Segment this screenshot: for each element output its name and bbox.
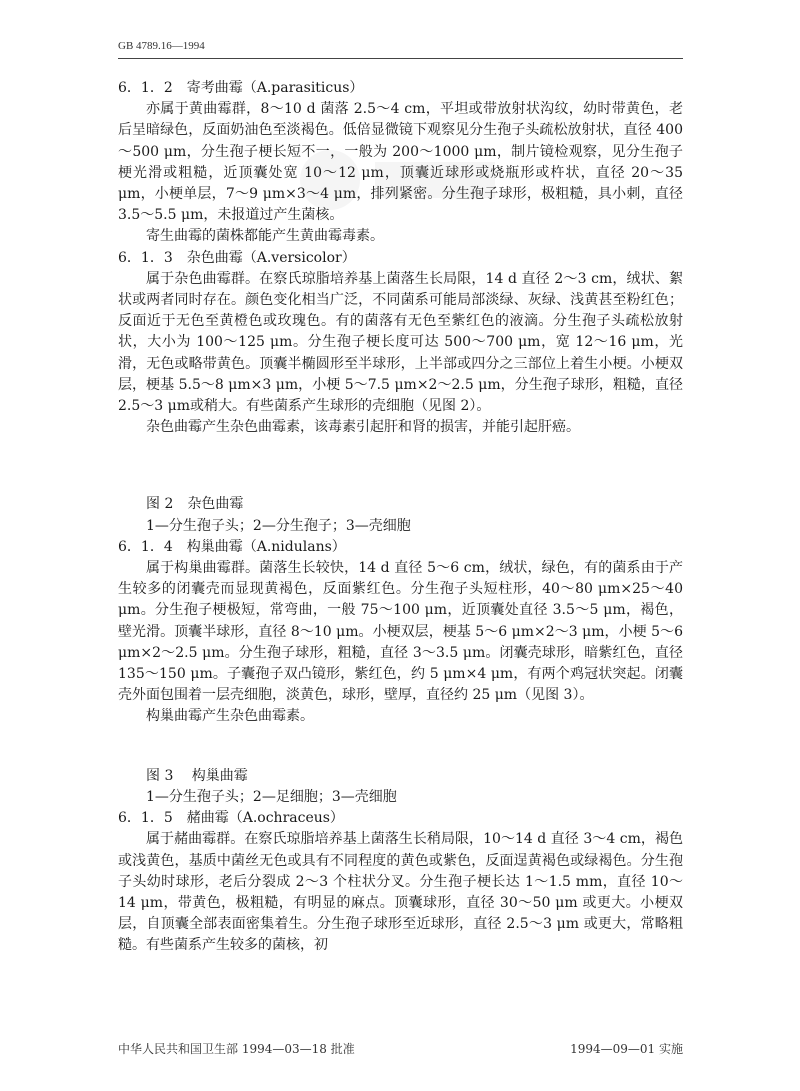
approval-date-footer: 中华人民共和国卫生部 1994—03—18 批准 xyxy=(118,1042,355,1056)
document-body xyxy=(118,78,683,957)
paragraph: 杂色曲霉产生杂色曲霉素，该毒素引起肝和肾的损害，并能引起肝癌。 xyxy=(146,419,580,436)
figure-3-caption: 图 3 构巢曲霉 xyxy=(146,767,248,784)
figure-3-space xyxy=(118,728,683,766)
header-rule xyxy=(118,58,683,59)
paragraph: 属于构巢曲霉群。菌落生长较快，14 d 直径 5～6 cm，绒状，绿色，有的菌系由于产生较多的闭囊壳而显现黄褐色，反面紫红色。分生孢子头短柱形，40～80 μm×25～40 μm。分生孢子梗极短，常弯曲，一般 75～100 μm，近顶囊处直径 3.5～5 μm，褐色，壁光滑。顶囊半球形，直径 8～10 μm。小梗双层，梗基 5～6 μm×2～3 μm，小梗 5～6 μm×2～2.5 μm。分生孢子球形，粗糙，直径 3～3.5 μm。闭囊壳球形，暗紫红色，直径 135～150 μm。子囊孢子双凸镜形，紫红色，约 5 μm×4 μm，有两个鸡冠状突起。闭囊壳外面包围着一层壳细胞，淡黄色，球形，壁厚，直径约 25 μm（见图 3）。 xyxy=(118,560,683,704)
paragraph: 亦属于黄曲霉群，8～10 d 菌落 2.5～4 cm，平坦或带放射状沟纹，幼时带黄色，老后呈暗绿色，反面奶油色至淡褐色。低倍显微镜下观察见分生孢子头疏松放射状，直径 400～500 μm，分生孢子梗长短不一，一般为 200～1000 μm，制片镜检观察，见分生孢子梗光滑或粗糙，近顶囊处宽 10～12 μm，顶囊近球形或烧瓶形或杵状，直径 20～35 μm，小梗单层，7～9 μm×3～4 μm，排列紧密。分生孢子球形，极粗糙，具小刺，直径 3.5～5.5 μm，未报道过产生菌核。 xyxy=(118,101,683,224)
paragraph: 构巢曲霉产生杂色曲霉素。 xyxy=(146,708,314,725)
paragraph: 属于赭曲霉群。在察氏琼脂培养基上菌落生长稍局限，10～14 d 直径 3～4 cm，褐色或浅黄色，基质中菌丝无色或具有不同程度的黄色或紫色，反面逞黄褐色或绿褐色。分生孢子头幼时球形，老后分裂成 2～3 个柱状分叉。分生孢子梗长达 1～1.5 mm，直径 10～14 μm，带黄色，极粗糙，有明显的麻点。顶囊球形，直径 30～50 μm 或更大。小梗双层，自顶囊全部表面密集着生。分生孢子球形至近球形，直径 2.5～3 μm 或更大，常略粗糙。有些菌系产生较多的菌核，初 xyxy=(118,831,683,954)
figure-3-legend: 1—分生孢子头；2—足细胞；3—壳细胞 xyxy=(146,788,397,805)
paragraph: 属于杂色曲霉群。在察氏琼脂培养基上菌落生长局限，14 d 直径 2～3 cm，绒状、絮状或两者同时存在。颜色变化相当广泛，不同菌系可能局部淡绿、灰绿、浅黄甚至粉红色；反面近于无色至黄橙色或玫瑰色。有的菌落有无色至紫红色的液滴。分生孢子头疏松放射状，大小为 100～125 μm。分生孢子梗长度可达 500～700 μm，宽 12～16 μm，光滑，无色或略带黄色。顶囊半椭圆形至半球形，上半部或四分之三部位上着生小梗。小梗双层，梗基 5.5～8 μm×3 μm，小梗 5～7.5 μm×2～2.5 μm，分生孢子球形，粗糙，直径 2.5～3 μm或稍大。有些菌系产生球形的壳细胞（见图 2）。 xyxy=(118,270,683,415)
figure-2-legend: 1—分生孢子头；2—分生孢子；3—壳细胞 xyxy=(146,517,411,534)
paragraph: 寄生曲霉的菌株都能产生黄曲霉毒素。 xyxy=(146,228,384,245)
section-heading-6-1-4: 6．1．4 构巢曲霉（A.nidulans） xyxy=(118,538,346,555)
figure-2-caption: 图 2 杂色曲霉 xyxy=(146,496,244,513)
figure-2-space xyxy=(118,438,683,494)
implementation-date-footer: 1994—09—01 实施 xyxy=(570,1042,683,1056)
standard-number-header: GB 4789.16—1994 xyxy=(118,40,205,52)
section-heading-6-1-2: 6．1．2 寄考曲霉（A.parasiticus） xyxy=(118,80,364,96)
section-heading-6-1-5: 6．1．5 赭曲霉（A.ochraceus） xyxy=(118,810,344,827)
section-heading-6-1-3: 6．1．3 杂色曲霉（A.versicolor） xyxy=(118,249,356,266)
